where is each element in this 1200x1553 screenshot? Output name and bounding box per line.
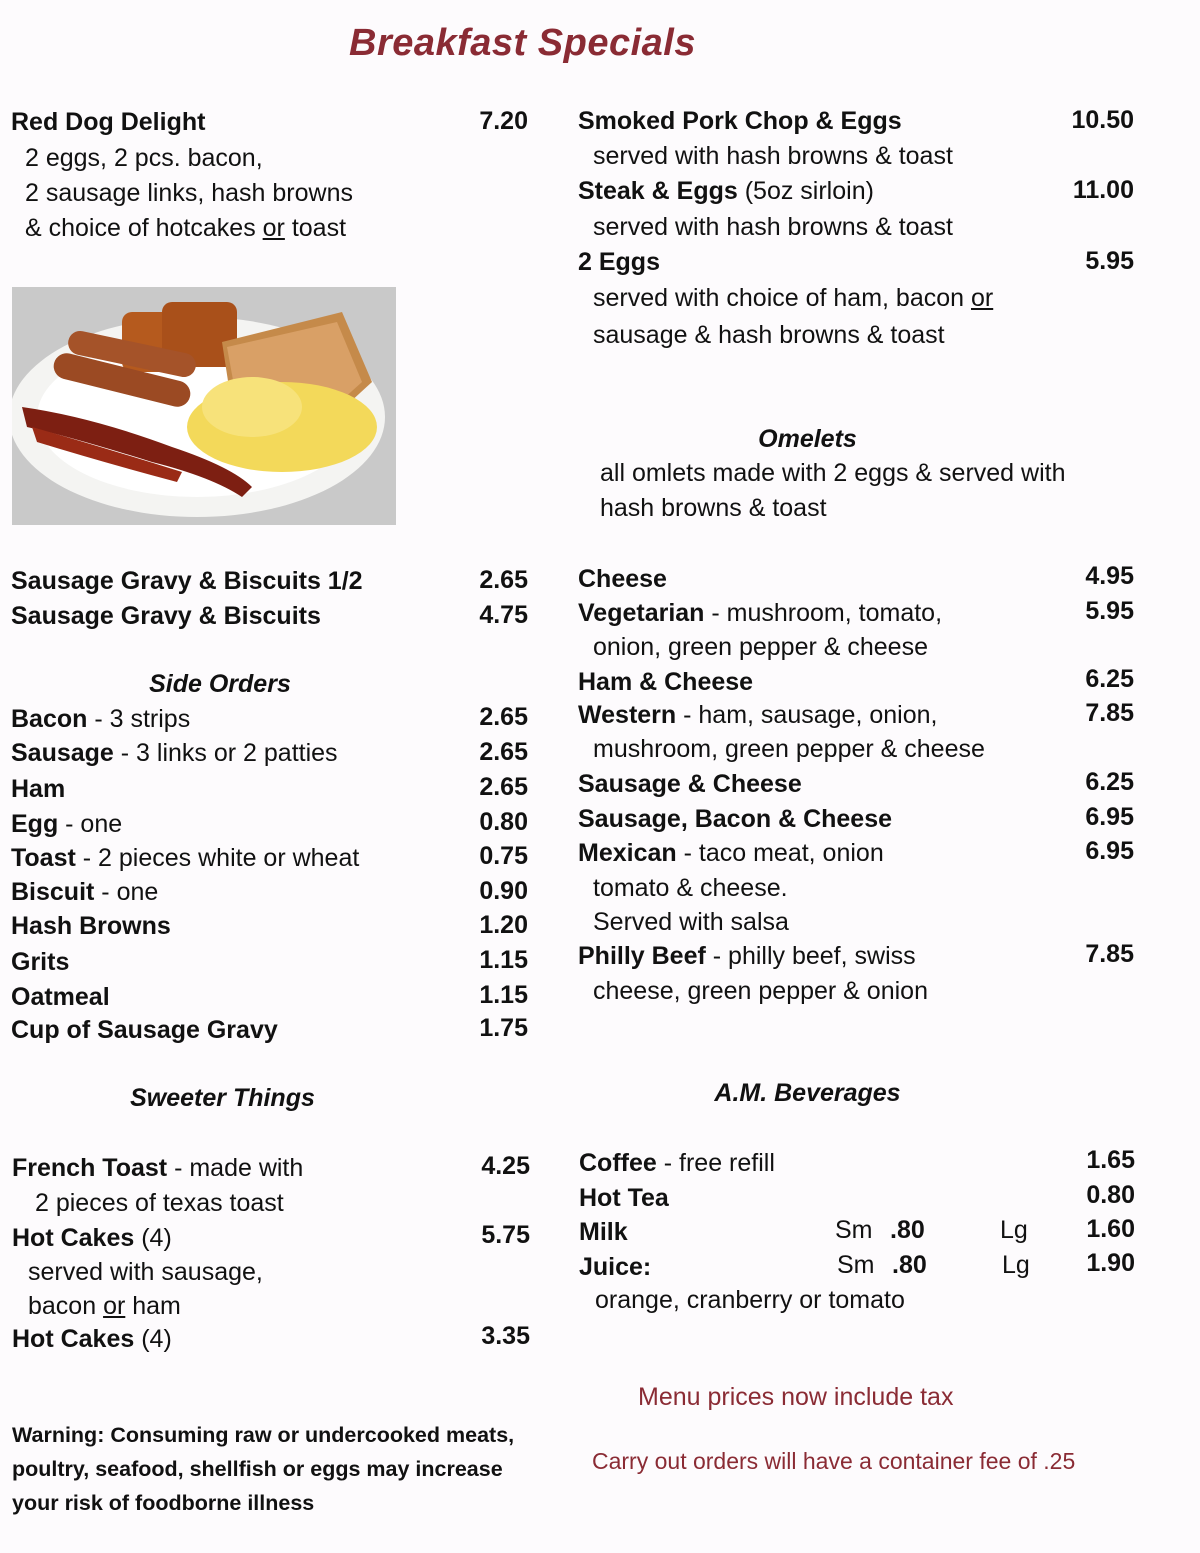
- omelet-cheese: Cheese: [578, 565, 667, 593]
- two-eggs-desc-1: served with choice of ham, bacon or: [593, 284, 994, 312]
- omelet-ham-cheese: Ham & Cheese: [578, 668, 754, 696]
- breakfast-plate-photo: [12, 287, 396, 525]
- side-item-cup-gravy: Cup of Sausage Gravy: [11, 1016, 278, 1044]
- side-price-biscuit: 0.90: [479, 877, 528, 905]
- omelet-cheese-price: 4.95: [1085, 562, 1134, 590]
- pork-chop-price: 10.50: [1071, 106, 1134, 134]
- hot-cakes-1-desc-1: served with sausage,: [28, 1258, 263, 1286]
- two-eggs-desc-2: sausage & hash browns & toast: [593, 321, 945, 349]
- milk-large-price: 1.60: [1086, 1215, 1135, 1243]
- side-orders-heading: Side Orders: [149, 670, 291, 698]
- red-dog-price: 7.20: [479, 107, 528, 135]
- omelet-mexican-desc-1: tomato & cheese.: [593, 874, 788, 902]
- hot-cakes-1-item: Hot Cakes (4): [12, 1224, 172, 1252]
- juice-desc: orange, cranberry or tomato: [595, 1286, 905, 1314]
- omelet-mexican-price: 6.95: [1085, 837, 1134, 865]
- omelet-western: Western - ham, sausage, onion,: [578, 701, 938, 729]
- juice-large-price: 1.90: [1086, 1249, 1135, 1277]
- omelet-sausage-bacon-cheese-price: 6.95: [1085, 803, 1134, 831]
- page-title: Breakfast Specials: [349, 22, 696, 64]
- beverages-heading: A.M. Beverages: [714, 1079, 901, 1107]
- side-price-oatmeal: 1.15: [479, 981, 528, 1009]
- omelet-sausage-bacon-cheese: Sausage, Bacon & Cheese: [578, 805, 893, 833]
- food-safety-warning: Warning: Consuming raw or undercooked meats, poultry, seafood, shellfish or eggs may increase your risk of foodborne illness: [12, 1423, 515, 1515]
- omelet-vegetarian-desc: onion, green pepper & cheese: [593, 633, 928, 661]
- red-dog-name: Red Dog Delight: [11, 108, 206, 136]
- milk-small-label: Sm: [835, 1216, 873, 1244]
- omelet-vegetarian-price: 5.95: [1085, 597, 1134, 625]
- beverage-juice: Juice:: [579, 1253, 652, 1281]
- side-price-grits: 1.15: [479, 946, 528, 974]
- beverage-coffee-price: 1.65: [1086, 1146, 1135, 1174]
- gravy-full-price: 4.75: [479, 601, 528, 629]
- sweeter-things-heading: Sweeter Things: [130, 1084, 315, 1112]
- side-item-egg: Egg - one: [11, 810, 123, 838]
- hot-cakes-2-item: Hot Cakes (4): [12, 1325, 172, 1353]
- side-item-hash-browns: Hash Browns: [11, 912, 171, 940]
- side-price-egg: 0.80: [479, 808, 528, 836]
- omelet-ham-cheese-price: 6.25: [1085, 665, 1134, 693]
- omelets-heading: Omelets: [758, 425, 857, 453]
- omelet-sausage-cheese: Sausage & Cheese: [578, 770, 802, 798]
- carry-out-note: Carry out orders will have a container fee of .25: [592, 1448, 1076, 1474]
- side-price-ham: 2.65: [479, 773, 528, 801]
- red-dog-desc-1: 2 eggs, 2 pcs. bacon,: [25, 144, 263, 172]
- omelet-philly-beef-desc: cheese, green pepper & onion: [593, 977, 928, 1005]
- side-price-sausage: 2.65: [479, 738, 528, 766]
- steak-item: Steak & Eggs (5oz sirloin): [578, 177, 874, 205]
- omelet-mexican-desc-2: Served with salsa: [593, 908, 789, 936]
- beverage-hot-tea: Hot Tea: [579, 1184, 669, 1212]
- french-toast-desc: 2 pieces of texas toast: [35, 1189, 284, 1217]
- french-toast-price: 4.25: [481, 1152, 530, 1180]
- omelet-vegetarian: Vegetarian - mushroom, tomato,: [578, 599, 943, 627]
- hot-cakes-2-price: 3.35: [481, 1322, 530, 1350]
- omelets-desc-1: all omlets made with 2 eggs & served with: [600, 459, 1066, 487]
- juice-small-price: .80: [892, 1251, 927, 1279]
- milk-small-price: .80: [890, 1216, 925, 1244]
- milk-large-label: Lg: [1000, 1216, 1028, 1244]
- juice-large-label: Lg: [1002, 1251, 1030, 1279]
- beverage-coffee: Coffee - free refill: [579, 1149, 775, 1177]
- omelet-philly-beef: Philly Beef - philly beef, swiss: [578, 942, 916, 970]
- side-price-hash-browns: 1.20: [479, 911, 528, 939]
- gravy-half-price: 2.65: [479, 566, 528, 594]
- beverage-milk: Milk: [579, 1218, 628, 1246]
- pork-chop-name: Smoked Pork Chop & Eggs: [578, 107, 902, 135]
- omelets-desc-2: hash browns & toast: [600, 494, 827, 522]
- french-toast-item: French Toast - made with: [12, 1154, 304, 1182]
- steak-price: 11.00: [1072, 176, 1134, 204]
- omelet-western-desc: mushroom, green pepper & cheese: [593, 735, 985, 763]
- hot-cakes-1-desc-2: bacon or ham: [28, 1292, 181, 1320]
- side-item-biscuit: Biscuit - one: [11, 878, 159, 906]
- omelet-mexican: Mexican - taco meat, onion: [578, 839, 884, 867]
- two-eggs-name: 2 Eggs: [578, 248, 660, 276]
- side-item-ham: Ham: [11, 775, 66, 803]
- red-dog-desc-3: & choice of hotcakes or toast: [25, 214, 347, 242]
- side-price-toast: 0.75: [479, 842, 528, 870]
- juice-small-label: Sm: [837, 1251, 875, 1279]
- red-dog-desc-2: 2 sausage links, hash browns: [25, 179, 353, 207]
- side-item-bacon: Bacon - 3 strips: [11, 705, 191, 733]
- steak-desc: served with hash browns & toast: [593, 213, 953, 241]
- side-item-toast: Toast - 2 pieces white or wheat: [11, 844, 360, 872]
- side-item-sausage: Sausage - 3 links or 2 patties: [11, 739, 338, 767]
- side-item-grits: Grits: [11, 948, 70, 976]
- gravy-half-name: Sausage Gravy & Biscuits 1/2: [11, 567, 363, 595]
- gravy-full-name: Sausage Gravy & Biscuits: [11, 602, 321, 630]
- two-eggs-price: 5.95: [1085, 247, 1134, 275]
- omelet-sausage-cheese-price: 6.25: [1085, 768, 1134, 796]
- hot-cakes-1-price: 5.75: [481, 1221, 530, 1249]
- pork-chop-desc: served with hash browns & toast: [593, 142, 953, 170]
- side-item-oatmeal: Oatmeal: [11, 983, 110, 1011]
- beverage-hot-tea-price: 0.80: [1086, 1181, 1135, 1209]
- omelet-western-price: 7.85: [1085, 699, 1134, 727]
- tax-note: Menu prices now include tax: [638, 1383, 954, 1411]
- side-price-cup-gravy: 1.75: [479, 1014, 528, 1042]
- omelet-philly-beef-price: 7.85: [1085, 940, 1134, 968]
- side-price-bacon: 2.65: [479, 703, 528, 731]
